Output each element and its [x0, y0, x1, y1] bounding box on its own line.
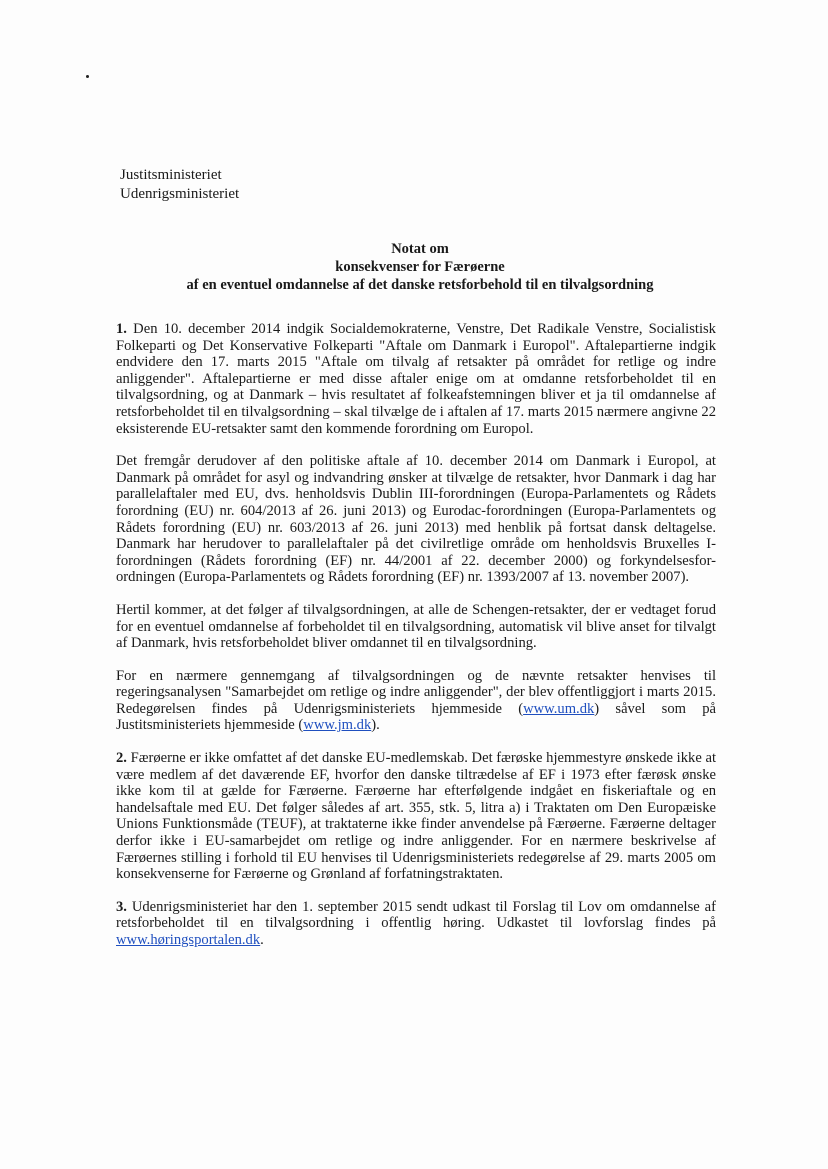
title-line-2: konsekvenser for Færøerne [335, 259, 505, 275]
um-link[interactable]: www.um.dk [523, 700, 595, 717]
paragraph-5 [116, 750, 716, 883]
title-line-1: Notat om [391, 241, 449, 257]
paragraph-text: . [260, 932, 264, 948]
paragraph-number: 1. [116, 321, 127, 337]
hoeringsportalen-link[interactable]: www.høringsportalen.dk [116, 932, 261, 948]
paragraph-text: ) såvel som på Justitsministeriets hjemmeside ( [116, 700, 716, 734]
paragraph-3 [116, 602, 716, 652]
paragraph-4 [116, 668, 716, 734]
paragraph-text: For en nærmere gennemgang af tilvalgsordningen og de nævnte retsakter henvises til regeringsanalysen "Samarbejdet om retlige og indre anliggender", der blev offentliggjort i marts 2015. Redegørelsen findes på Udenrigsministeriets hjemmeside ( [116, 667, 716, 717]
paragraph-text: Den 10. december 2014 indgik Socialdemokraterne, Venstre, Det Radikale Venstre, Socialistisk Folkeparti og Det Konservative Folkeparti "Aftale om Danmark i Europol". Aftalepartierne indgik endvidere den 17. marts 2015 "Aftale om tilvalg af retsakter på området for retlige og indre anliggender". Aftalepartierne er med disse aftaler enige om at omdanne retsforbeholdet til en tilvalgsordning, og at Danmark – hvis resultatet af folkeafstemningen bliver et ja til omdannelse af retsforbeholdet til en tilvalgsordning – skal tilvælge de i aftalen af 17. marts 2015 nærmere angivne 22 eksisterende EU-retsakter samt den kommende forordning om Europol. [116, 321, 716, 437]
paragraph-text: Udenrigsministeriet har den 1. september 2015 sendt udkast til Forslag til Lov om omdannelse af retsforbeholdet til en tilvalgsordning i offentlig høring. Udkastet til lovforslag findes på [116, 898, 716, 932]
paragraph-6 [116, 899, 716, 949]
ministry-name-1: Justitsministeriet [120, 167, 222, 183]
paragraph-text: Færøerne er ikke omfattet af det danske EU-medlemskab. Det færøske hjemmestyre ønskede ikke at være medlem af det daværende EF, hvorfor den danske tiltrædelse af EF i 1973 efter færøsk ønske ikke kom til at gælde for Færøerne. Færøerne har efterfølgende indgået en fiskeriaftale og en handelsaftale med EU. Det følger således af art. 355, stk. 5, litra a) i Traktaten om Den Europæiske Unions Funktionsmåde (TEUF), at traktaterne ikke finder anvendelse på Færøerne. Færøerne deltager derfor ikke i EU-samarbejdet om retlige og indre anliggender. For en nærmere beskrivelse af Færøernes stilling i forhold til EU henvises til Udenrigsministeriets redegørelse af 29. marts 2005 om konsekvenserne for Færøerne og Grønland af forfatningstraktaten. [116, 750, 716, 883]
document-title [120, 240, 720, 294]
document-header [120, 166, 239, 204]
paragraph-text: ). [371, 717, 380, 734]
paragraph-number: 3. [116, 898, 127, 915]
paragraph-1 [116, 321, 716, 437]
paragraph-2 [116, 453, 716, 586]
title-line-3: af en eventuel omdannelse af det danske retsforbehold til en tilvalgsordning [186, 277, 654, 293]
document-body [116, 321, 716, 949]
jm-link[interactable]: www.jm.dk [303, 717, 372, 734]
scan-speck [86, 75, 89, 78]
ministry-name-2: Udenrigsministeriet [120, 186, 240, 202]
paragraph-text: Det fremgår derudover af den politiske aftale af 10. december 2014 om Danmark i Europol, at Danmark på området for asyl og indvandring ønsker at tilvælge de retsakter, hvor Danmark i dag har parallelaftaler med EU, dvs. henholdsvis Dublin III-forordningen (Europa-Parlamentets og Rådets forordning (EU) nr. 604/2013 af 26. juni 2013) og Eurodac-forordningen (Europa-Parlamentets og Rådets forordning (EU) nr. 603/2013 af 26. juni 2013) med henblik på fortsat dansk deltagelse. Danmark har herudover to parallelaftaler på det civilretlige område om henholdsvis Bruxelles I-forordningen (Rådets forordning (EF) nr. 44/2001 af 22. december 2000) og forkyndelsesfor-ordningen (Europa-Parlamentets og Rådets forordning (EF) nr. 1393/2007 af 13. november 2007). [116, 453, 716, 586]
paragraph-text: Hertil kommer, at det følger af tilvalgsordningen, at alle de Schengen-retsakter, der er vedtaget forud for en eventuel omdannelse af forbeholdet til en tilvalgsordning, automatisk vil blive anset for tilvalgt af Danmark, hvis retsforbeholdet bliver omdannet til en tilvalgsordning. [116, 601, 716, 652]
paragraph-number: 2. [116, 750, 127, 767]
